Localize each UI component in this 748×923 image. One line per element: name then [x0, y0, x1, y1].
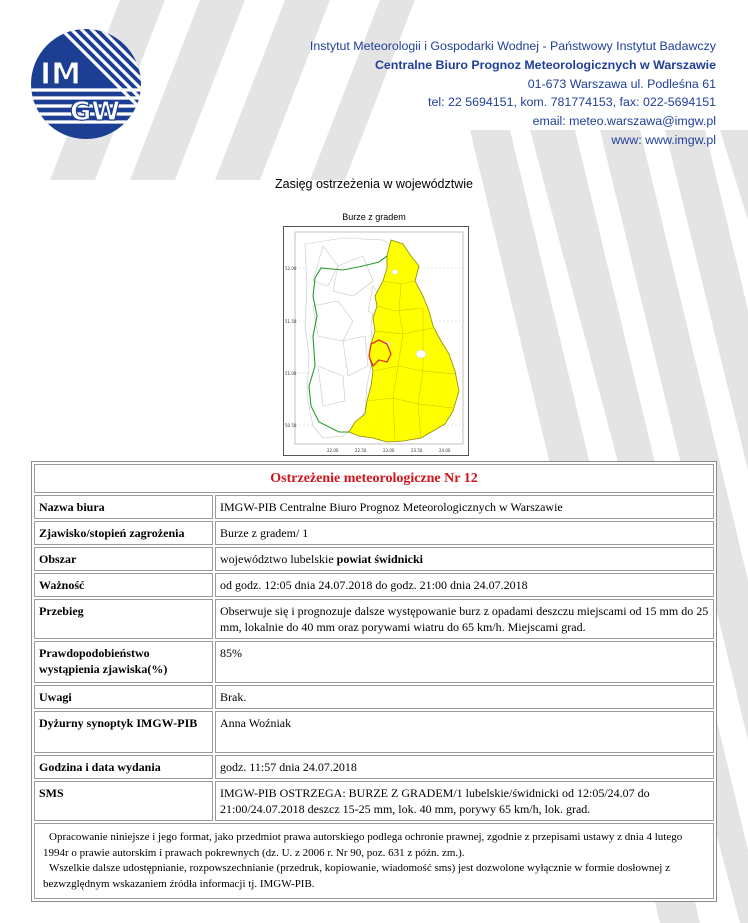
table-row	[34, 521, 714, 545]
row-label-validity: Ważność	[34, 573, 213, 597]
row-value-phenomenon: Burze z gradem/ 1	[215, 521, 714, 545]
svg-text:GW: GW	[70, 97, 121, 127]
row-value-remarks: Brak.	[215, 685, 714, 709]
table-row	[34, 641, 714, 683]
row-value-issued: godz. 11:57 dnia 24.07.2018	[215, 755, 714, 779]
row-label-forecaster: Dyżurny synoptyk IMGW-PIB	[34, 711, 213, 753]
bureau-name: Centralne Biuro Prognoz Meteorologicznych w Warszawie	[374, 57, 716, 72]
svg-text:22.50: 22.50	[355, 448, 367, 453]
row-value-sms: IMGW-PIB OSTRZEGA: BURZE Z GRADEM/1 lubelskie/świdnicki od 12:05/24.07 do 21:00/24.07.2018 deszcz 15-25 mm, lok. 40 mm, porywy 65 km/h, lok. grad.	[215, 781, 714, 821]
copyright-text: Opracowanie niniejsze i jego format, jako przedmiot prawa autorskiego podlega ochronie prawnej, zgodnie z przepisami ustawy z dnia 4 lutego 1994r o prawie autorskim i prawach pokrewnych (dz. U. z 2006 r. Nr 90, poz. 631 z późn. zm.).	[43, 831, 683, 859]
distribution-text: Wszelkie dalsze udostępnianie, rozpowszechnianie (przedruk, kopiowanie, wiadomość sms) jest dozwolone wyłącznie w formie dosłownej z bezwzględnym wskazaniem źródła informacji tj. IMGW-PIB.	[43, 862, 670, 890]
area-powiat: powiat świdnicki	[336, 552, 424, 566]
row-label-office: Nazwa biura	[34, 495, 213, 519]
row-label-area: Obszar	[34, 547, 213, 571]
table-row	[34, 755, 714, 779]
institute-header	[310, 37, 716, 150]
row-value-course: Obserwuje się i prognozuje dalsze występowanie burz z opadami deszczu miejscami od 15 mm do 25 mm, lokalnie do 40 mm oraz porywami wiatru do 65 km/h. Miejscami grad.	[215, 599, 714, 639]
phone: tel: 22 5694151, kom. 781774153, fax: 022-5694151	[428, 95, 716, 110]
table-row	[34, 599, 714, 639]
svg-text:23.00: 23.00	[383, 448, 395, 453]
imgw-logo	[30, 28, 142, 140]
row-value-forecaster: Anna Woźniak	[215, 711, 714, 753]
table-row	[34, 711, 714, 753]
address: 01-673 Warszawa ul. Podleśna 61	[527, 76, 716, 91]
table-row	[34, 685, 714, 709]
row-label-course: Przebieg	[34, 599, 213, 639]
row-value-validity: od godz. 12:05 dnia 24.07.2018 do godz. 21:00 dnia 24.07.2018	[215, 573, 714, 597]
svg-text:51.50: 51.50	[285, 319, 297, 324]
svg-text:51.00: 51.00	[285, 371, 297, 376]
svg-text:50.50: 50.50	[285, 423, 297, 428]
warning-map	[283, 226, 469, 456]
map-heading: Zasięg ostrzeżenia w województwie	[274, 177, 473, 191]
table-row	[34, 781, 714, 821]
warning-title: Ostrzeżenie meteorologiczne Nr 12	[34, 464, 714, 493]
svg-text:52.00: 52.00	[285, 266, 297, 271]
row-label-phenomenon: Zjawisko/stopień zagrożenia	[34, 521, 213, 545]
row-value-area	[215, 547, 714, 571]
svg-text:22.00: 22.00	[327, 448, 339, 453]
svg-text:24.00: 24.00	[439, 448, 451, 453]
institute-name: Instytut Meteorologii i Gospodarki Wodnej - Państwowy Instytut Badawczy	[309, 39, 716, 53]
table-row	[34, 495, 714, 519]
row-label-probability: Prawdopodobieństwo wystąpienia zjawiska(%)	[34, 641, 213, 683]
table-row	[34, 547, 714, 571]
row-label-remarks: Uwagi	[34, 685, 213, 709]
row-value-office: IMGW-PIB Centralne Biuro Prognoz Meteorologicznych w Warszawie	[215, 495, 714, 519]
website[interactable]: www: www.imgw.pl	[611, 132, 716, 147]
map-subtitle: Burze z gradem	[342, 212, 406, 222]
email[interactable]: email: meteo.warszawa@imgw.pl	[532, 114, 716, 129]
row-label-sms: SMS	[34, 781, 213, 821]
area-voivodeship: województwo lubelskie	[220, 552, 334, 566]
table-row	[34, 573, 714, 597]
row-value-probability: 85%	[215, 641, 714, 683]
svg-text:23.50: 23.50	[411, 448, 423, 453]
copyright-footer	[34, 823, 714, 899]
row-label-issued: Godzina i data wydania	[34, 755, 213, 779]
svg-text:IM: IM	[40, 57, 82, 92]
warning-table	[31, 461, 717, 902]
